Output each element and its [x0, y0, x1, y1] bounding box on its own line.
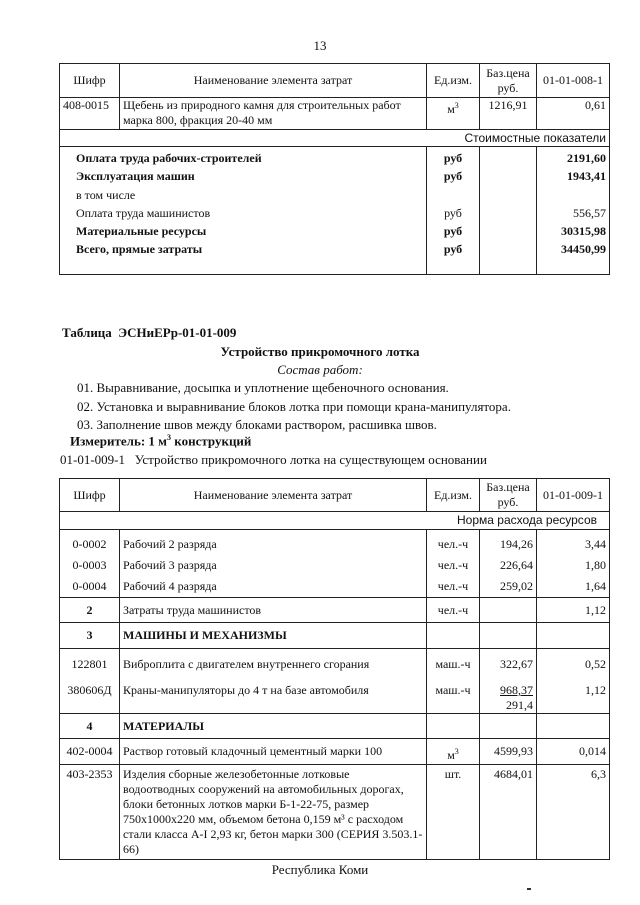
- cost-value: 1943,41: [567, 169, 606, 184]
- row-code: 408-0015: [60, 98, 120, 130]
- row-unit: шт.: [427, 765, 480, 860]
- row-name: Рабочий 2 разряда: [123, 537, 217, 551]
- row-code: 403-2353: [60, 765, 120, 860]
- row-name: Изделия сборные железобетонные лотковые водоотводных сооружений на автомобильных дорогах, блоки бетонных лотков марки Б-1-22-75, размер 750x1000x220 мм, объемом бетона 0,159 м³ с расходом стали класса A-I 2,93 кг, бетон марки 300 (СЕРИЯ 3.503.1-66): [120, 765, 427, 860]
- row-price: 322,67: [500, 657, 533, 671]
- table-title: Таблица ЭСНиЕРр-01-01-009: [62, 325, 237, 340]
- table-row: [60, 765, 610, 860]
- table-subheader: Стоимостные показатели: [60, 130, 610, 147]
- row-code: 0-0002: [72, 537, 107, 551]
- row-qty: 1,12: [585, 683, 606, 697]
- row-unit: чел.-ч: [437, 558, 469, 572]
- cost-table-1: [59, 63, 610, 275]
- header-code: Шифр: [60, 64, 120, 98]
- resource-table-2: [59, 478, 610, 860]
- row-qty: 1,12: [537, 598, 610, 623]
- cost-unit: руб: [443, 169, 463, 184]
- cost-unit: [430, 186, 476, 204]
- cost-label: Оплата труда машинистов: [76, 205, 211, 220]
- cost-value: 30315,98: [561, 224, 606, 239]
- row-code: 0-0003: [72, 558, 107, 572]
- header-unit: Ед.изм.: [427, 479, 480, 512]
- row-qty: 0,014: [537, 739, 610, 765]
- table-row: [60, 739, 610, 765]
- table-row: [60, 530, 610, 598]
- row-price: 968,37: [500, 683, 533, 697]
- row-name: Рабочий 3 разряда: [123, 558, 217, 572]
- header-norm: 01-01-009-1: [537, 479, 610, 512]
- row-price: 4684,01: [480, 765, 537, 860]
- table-row: [60, 598, 610, 623]
- table-row: [60, 649, 610, 714]
- section-title: Устройство прикромочного лотка: [220, 344, 420, 359]
- cost-block: [60, 147, 610, 275]
- cost-label: Всего, прямые затраты: [76, 242, 203, 257]
- header-name: Наименование элемента затрат: [120, 64, 427, 98]
- row-price: 1216,91: [480, 98, 537, 130]
- composition-title: Состав работ:: [277, 362, 363, 377]
- row-unit: $м^3$: [427, 98, 480, 130]
- row-name: Щебень из природного камня для строительных работ марка 800, фракция 20-40 мм: [120, 98, 427, 130]
- header-price: Баз.цена руб.: [480, 64, 537, 98]
- header-norm: 01-01-008-1: [537, 64, 610, 98]
- footer-region: Республика Коми: [271, 862, 369, 877]
- header-name: Наименование элемента затрат: [120, 479, 427, 512]
- table-subheader: Норма расхода ресурсов: [60, 512, 610, 530]
- section-name: МАШИНЫ И МЕХАНИЗМЫ: [120, 623, 427, 649]
- row-qty: 6,3: [537, 765, 610, 860]
- cost-value: 2191,60: [567, 151, 606, 165]
- row-name: Раствор готовый кладочный цементный марки 100: [120, 739, 427, 765]
- header-code: Шифр: [60, 479, 120, 512]
- section-row: [60, 623, 610, 649]
- norm-line: 01-01-009-1 Устройство прикромочного лотка на существующем основании: [60, 452, 487, 467]
- section-name: МАТЕРИАЛЫ: [120, 714, 427, 739]
- row-unit: чел.-ч: [427, 598, 480, 623]
- row-unit: чел.-ч: [437, 537, 469, 551]
- scan-dot: [527, 888, 531, 890]
- cost-label: Материальные ресурсы: [76, 224, 207, 239]
- cost-unit: руб: [443, 242, 463, 257]
- work-item: 02. Установка и выравнивание блоков лотка при помощи крана-манипулятора.: [77, 399, 511, 414]
- row-qty: 0,61: [537, 98, 610, 130]
- row-code: 402-0004: [60, 739, 120, 765]
- row-qty: 1,64: [585, 579, 606, 593]
- row-price: 4599,93: [480, 739, 537, 765]
- row-code: 2: [60, 598, 120, 623]
- cost-value: 556,57: [573, 205, 606, 220]
- section-code: 3: [60, 623, 120, 649]
- work-item: 01. Выравнивание, досыпка и уплотнение щебеночного основания.: [77, 380, 449, 395]
- row-price: 194,26: [500, 537, 533, 551]
- meter-line: Измеритель: 1 $м^3$ конструкций: [70, 433, 252, 449]
- work-item: 03. Заполнение швов между блоками раствором, расшивка швов.: [77, 417, 437, 432]
- cost-unit: руб: [443, 224, 463, 239]
- row-price-secondary: 291,4: [506, 698, 533, 712]
- cost-label: в том числе: [76, 187, 136, 202]
- page-number: 13: [313, 38, 327, 53]
- row-name: Виброплита с двигателем внутреннего сгорания: [123, 657, 370, 671]
- header-unit: Ед.изм.: [427, 64, 480, 98]
- cost-unit: руб: [444, 205, 462, 220]
- row-unit: чел.-ч: [437, 579, 469, 593]
- row-price: 226,64: [500, 558, 533, 572]
- section-code: 4: [60, 714, 120, 739]
- row-name: Рабочий 4 разряда: [123, 579, 217, 593]
- row-unit: маш.-ч: [435, 657, 471, 671]
- row-unit: маш.-ч: [435, 683, 471, 697]
- cost-unit: руб: [443, 151, 463, 165]
- cost-value: 34450,99: [561, 242, 606, 257]
- table-row: [60, 98, 610, 130]
- row-code: 380606Д: [67, 683, 112, 697]
- cost-value: [540, 186, 606, 204]
- row-code: 0-0004: [72, 579, 107, 593]
- row-qty: 0,52: [585, 657, 606, 671]
- row-qty: 1,80: [585, 558, 606, 572]
- row-price: 259,02: [500, 579, 533, 593]
- header-price: Баз.цена руб.: [480, 479, 537, 512]
- row-name: Затраты труда машинистов: [120, 598, 427, 623]
- row-unit: $м^3$: [427, 739, 480, 765]
- section-row: [60, 714, 610, 739]
- cost-label: Эксплуатация машин: [76, 169, 195, 184]
- row-code: 122801: [71, 657, 108, 671]
- row-qty: 3,44: [585, 537, 606, 551]
- row-name: Краны-манипуляторы до 4 т на базе автомобиля: [123, 683, 369, 697]
- cost-label: Оплата труда рабочих-строителей: [76, 151, 262, 165]
